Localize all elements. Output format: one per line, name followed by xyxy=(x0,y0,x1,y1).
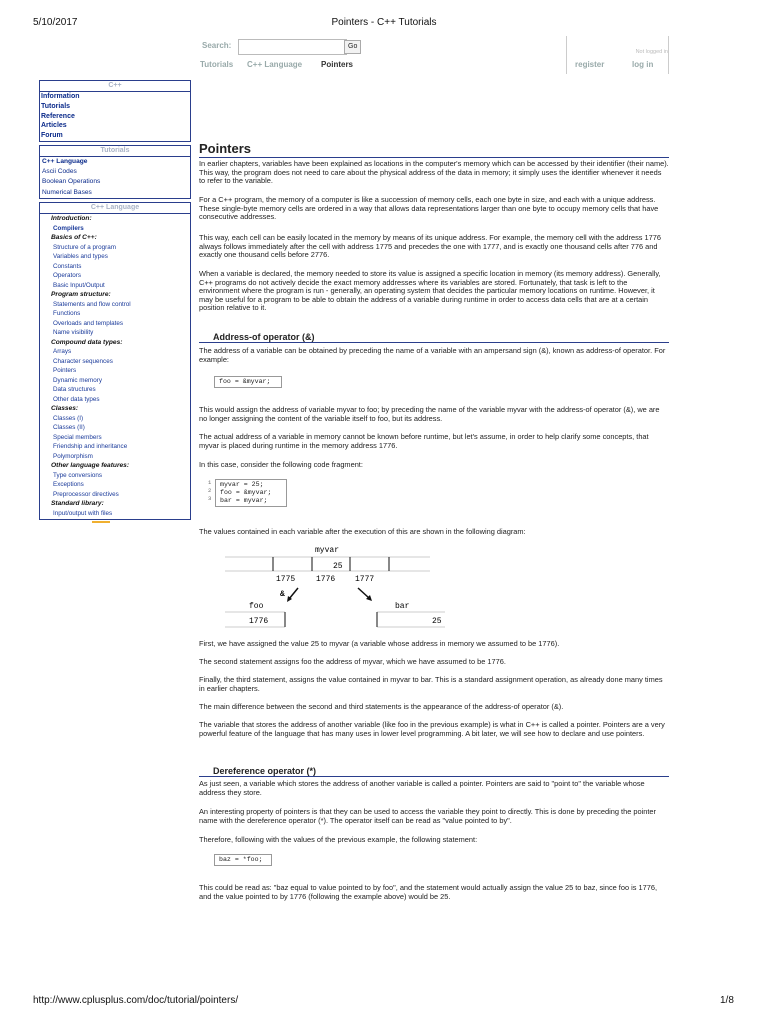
page-title: Pointers xyxy=(199,141,252,156)
sidebar-language-item[interactable]: Preprocessor directives xyxy=(53,490,119,498)
sidebar-language-item[interactable]: Constants xyxy=(53,262,82,270)
dereference-property-paragraph: An interesting property of pointers is that they can be used to access the variable they point to directly. This is done by preceding the pointer name with the dereference operator (*). The operator itself can be read as "value pointed to by". xyxy=(199,807,656,825)
print-page-number: 1/8 xyxy=(720,995,734,1006)
code-block-2 xyxy=(215,479,287,507)
sidebar-language-item[interactable]: Arrays xyxy=(53,348,72,355)
sidebar-tutorials-header: Tutorials xyxy=(40,146,190,157)
print-url: http://www.cplusplus.com/doc/tutorial/pointers/ xyxy=(33,995,239,1006)
dereference-intro-paragraph: As just seen, a variable which stores the address of another variable is called a pointer. Pointers are said to "point to" the variable whose address they store. xyxy=(199,779,645,797)
sidebar-item-reference[interactable]: Reference xyxy=(41,112,75,120)
intro-paragraph-2: For a C++ program, the memory of a computer is like a succession of memory cells, each one byte in size, and each with a unique address. These single-byte memory cells are ordered in a way that allows data representations larger than one byte to occupy memory cells that have consecutive addresses. xyxy=(199,195,659,222)
diagram-myvar-value: 25 xyxy=(333,562,343,571)
diagram-address: 1776 xyxy=(316,575,336,584)
following-statement-paragraph: Therefore, following with the values of the previous example, the following statement: xyxy=(199,835,478,844)
diagram-arrow-bar xyxy=(358,588,369,598)
login-link[interactable]: log in xyxy=(632,60,654,69)
code-line: bar = myvar; xyxy=(220,497,268,504)
sidebar-language-header: C++ Language xyxy=(40,203,190,214)
login-status: Not logged in xyxy=(635,49,668,55)
first-statement-paragraph: First, we have assigned the value 25 to myvar (a variable whose address in memory we assumed to be 1776). xyxy=(199,639,560,648)
topbar-divider xyxy=(566,36,567,74)
third-statement-paragraph: Finally, the third statement, assigns the value contained in myvar to bar. This is a standard assignment operation, as already done many times in earlier chapters. xyxy=(199,675,663,693)
line-number: 3 xyxy=(208,495,212,502)
search-input[interactable] xyxy=(238,39,347,55)
sidebar-language-item[interactable]: Data structures xyxy=(53,386,96,393)
diagram-intro: The values contained in each variable after the execution of this are shown in the following diagram: xyxy=(199,527,526,536)
diagram-address: 1775 xyxy=(276,575,296,584)
code-block-1: foo = &myvar; xyxy=(214,376,282,388)
difference-paragraph: The main difference between the second and third statements is the appearance of the address-of operator (&). xyxy=(199,702,564,711)
sidebar-language-item[interactable]: Structure of a program xyxy=(53,243,116,251)
sidebar-item-forum[interactable]: Forum xyxy=(41,132,63,140)
topbar-divider-right xyxy=(668,36,669,74)
title-rule xyxy=(199,157,669,158)
sidebar-cpp-header: C++ xyxy=(40,81,190,92)
sidebar-language-item[interactable]: Pointers xyxy=(53,367,77,374)
sidebar-language-list xyxy=(40,214,190,518)
sidebar-language-item[interactable]: Classes (II) xyxy=(53,424,85,431)
print-date: 5/10/2017 xyxy=(33,17,78,28)
runtime-paragraph: The actual address of a variable in memory cannot be known before runtime, but let's assume, in order to help clarify some concepts, that myvar is placed during runtime in the memory address 1776. xyxy=(199,432,649,450)
diagram-ampersand: & xyxy=(280,590,285,599)
sidebar-language-item[interactable]: Overloads and templates xyxy=(53,319,124,327)
sidebar-section-heading: Program structure: xyxy=(51,291,111,298)
sidebar-language-box xyxy=(39,202,191,520)
breadcrumb-tutorials[interactable]: Tutorials xyxy=(200,60,234,69)
second-statement-paragraph: The second statement assigns foo the address of myvar, which we have assumed to be 1776. xyxy=(199,657,506,666)
sidebar-item-articles[interactable]: Articles xyxy=(41,122,67,130)
fragment-intro: In this case, consider the following code fragment: xyxy=(199,460,363,469)
diagram-myvar-label: myvar xyxy=(315,546,340,555)
sidebar-section-heading: Standard library: xyxy=(51,500,104,507)
sidebar-language-item[interactable]: Classes (I) xyxy=(53,414,84,422)
sidebar-language-item[interactable]: Other data types xyxy=(53,395,100,403)
intro-paragraph-1: In earlier chapters, variables have been explained as locations in the computer's memory which can be accessed by their identifier (their name). This way, the program does not need to care about the physical address of the data in memory; it simply uses the identifier whenever it needs to refer to the variable. xyxy=(199,159,669,186)
sidebar-cpp-box xyxy=(39,80,191,142)
sidebar-tutorial-ascii[interactable]: Ascii Codes xyxy=(42,168,77,176)
section-heading-dereference: Dereference operator (*) xyxy=(199,766,669,777)
sidebar-language-item[interactable]: Exceptions xyxy=(53,481,84,488)
sidebar-language-item[interactable]: Type conversions xyxy=(53,471,103,479)
section-heading-address-of: Address-of operator (&) xyxy=(199,332,669,343)
sidebar-language-item[interactable]: Friendship and inheritance xyxy=(53,443,128,450)
sidebar-language-item[interactable]: Name visibility xyxy=(53,329,94,336)
code-block-3: baz = *foo; xyxy=(214,854,272,866)
diagram-foo-value: 1776 xyxy=(249,617,269,626)
search-label: Search: xyxy=(202,41,232,50)
sidebar-tutorial-cpp-language[interactable]: C++ Language xyxy=(42,158,88,165)
diagram-address: 1777 xyxy=(355,575,375,584)
go-button[interactable]: Go xyxy=(344,40,361,54)
scroll-marker xyxy=(92,521,110,523)
sidebar-item-tutorials[interactable]: Tutorials xyxy=(41,102,71,110)
sidebar-language-item[interactable]: Dynamic memory xyxy=(53,376,102,384)
sidebar-language-item[interactable]: Special members xyxy=(53,433,102,441)
diagram-bar-label: bar xyxy=(395,602,410,611)
sidebar-language-item[interactable]: Polymorphism xyxy=(53,452,93,460)
code-line: myvar = 25; xyxy=(220,481,264,488)
pointer-definition-paragraph: The variable that stores the address of another variable (like foo in the previous example) is what in C++ is called a pointer. Pointers are a very powerful feature of the language that has many uses in lower level programming. A bit later, we will see how to declare and use pointers. xyxy=(199,720,665,738)
sidebar-language-item[interactable]: Compilers xyxy=(53,224,84,232)
sidebar-language-item[interactable]: Variables and types xyxy=(53,253,108,260)
sidebar-language-item[interactable]: Functions xyxy=(53,310,81,317)
code-line: foo = &myvar; xyxy=(220,489,272,496)
sidebar-language-item[interactable]: Input/output with files xyxy=(53,509,113,517)
sidebar-section-heading: Classes: xyxy=(51,405,79,412)
address-of-paragraph: The address of a variable can be obtained by preceding the name of a variable with an ampersand sign (&), known as address-of operator. For example: xyxy=(199,346,666,364)
diagram-foo-label: foo xyxy=(249,602,264,611)
read-as-paragraph: This could be read as: "baz equal to value pointed to by foo", and the statement would actually assign the value 25 to baz, since foo is 1776, and the value pointed to by 1776 (following the example above) would be 25. xyxy=(199,883,658,901)
intro-paragraph-3: This way, each cell can be easily located in the memory by means of its unique address. For example, the memory cell with the address 1776 always follows immediately after the cell with address 1775 and precedes the one with 1777, and is exactly one thousand cells after 776 and exactly one thousand cells before 2776. xyxy=(199,233,662,260)
sidebar-language-item[interactable]: Basic Input/Output xyxy=(53,281,105,289)
breadcrumb-pointers[interactable]: Pointers xyxy=(321,60,354,69)
diagram-bar-value: 25 xyxy=(432,617,442,626)
sidebar-item-information[interactable]: Information xyxy=(41,93,80,100)
sidebar-language-item[interactable]: Statements and flow control xyxy=(53,300,131,308)
sidebar-language-item[interactable]: Character sequences xyxy=(53,357,113,365)
diagram-arrow-amp xyxy=(289,588,298,599)
memory-diagram xyxy=(225,542,445,634)
line-number: 1 xyxy=(208,479,212,486)
sidebar-tutorial-boolean[interactable]: Boolean Operations xyxy=(42,178,101,186)
sidebar-tutorial-numerical[interactable]: Numerical Bases xyxy=(42,188,92,196)
line-number: 2 xyxy=(208,487,212,494)
print-title: Pointers - C++ Tutorials xyxy=(331,17,437,28)
assign-paragraph: This would assign the address of variable myvar to foo; by preceding the name of the variable myvar with the address-of operator (&), we are no longer assigning the content of the variable itself to foo, but its address. xyxy=(199,405,660,423)
intro-paragraph-4: When a variable is declared, the memory needed to store its value is assigned a specific location in memory (its memory address). Generally, C++ programs do not actively decide the exact memory addresses where its variables are stored. Fortunately, that task is left to the environment where the program is run - generally, an operating system that decides the particular memory locations on runtime. However, it may be useful for a program to be able to obtain the address of a variable during runtime in order to access data cells that are at a certain position relative to it. xyxy=(199,269,661,313)
sidebar-language-item[interactable]: Operators xyxy=(53,272,81,279)
sidebar-section-heading: Basics of C++: xyxy=(51,234,97,241)
sidebar-section-heading: Other language features: xyxy=(51,462,130,469)
register-link[interactable]: register xyxy=(575,60,605,69)
sidebar-section-heading: Introduction: xyxy=(51,215,92,222)
sidebar-tutorials-box xyxy=(39,145,191,199)
sidebar-section-heading: Compound data types: xyxy=(51,338,123,346)
breadcrumb-cpp-language[interactable]: C++ Language xyxy=(247,60,303,69)
